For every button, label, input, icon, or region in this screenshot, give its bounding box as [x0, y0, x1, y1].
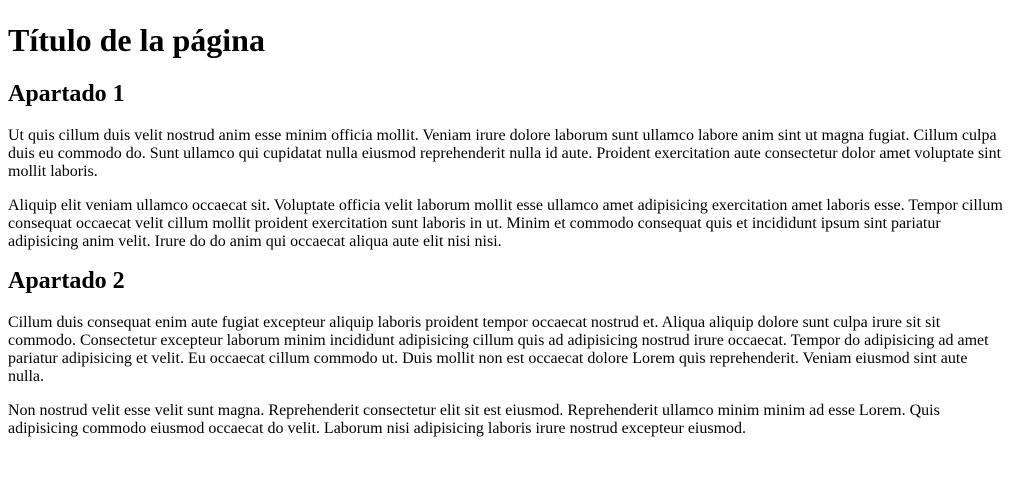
section-1: [8, 80, 1004, 251]
section-1-paragraph-2: Aliquip elit veniam ullamco occaecat sit. Voluptate officia velit laborum mollit esse ullamco amet adipisicing exercitation amet laboris esse. Tempor cillum consequat occaecat velit cillum mollit proident exercitation sunt laboris in ut. Minim et commodo consequat quis et incididunt ipsum sint pariatur adipisicing anim velit. Irure do do anim qui occaecat aliqua aute elit nisi nisi.: [8, 197, 1003, 250]
section-2-heading: Apartado 2: [8, 268, 125, 294]
section-1-heading: Apartado 1: [8, 81, 125, 107]
section-2-paragraph-1: Cillum duis consequat enim aute fugiat excepteur aliquip laboris proident tempor occaecat nostrud et. Aliqua aliquip dolore sunt culpa irure sit sit commodo. Consectetur excepteur laborum minim incididunt adipisicing cillum quis ad adipisicing nostrud irure occaecat. Tempor do adipisicing ad amet pariatur adipisicing et velit. Eu occaecat cillum commodo ut. Duis mollit non est occaecat dolore Lorem quis reprehenderit. Veniam eiusmod sint aute nulla.: [8, 314, 989, 385]
section-1-paragraph-1: Ut quis cillum duis velit nostrud anim esse minim officia mollit. Veniam irure dolore laborum sunt ullamco labore anim sint ut magna fugiat. Cillum culpa duis eu commodo do. Sunt ullamco qui cupidatat nulla eiusmod reprehenderit nulla id aute. Proident exercitation aute consectetur dolor amet voluptate sint mollit laboris.: [8, 127, 1002, 180]
page-title: Título de la página: [8, 22, 265, 58]
section-2: [8, 267, 1004, 438]
section-2-paragraph-2: Non nostrud velit esse velit sunt magna. Reprehenderit consectetur elit sit est eiusmod. Reprehenderit ullamco minim minim ad esse Lorem. Quis adipisicing commodo eiusmod occaecat do velit. Laborum nisi adipisicing laboris irure nostrud excepteur eiusmod.: [8, 402, 940, 437]
page-content: [0, 22, 1012, 438]
